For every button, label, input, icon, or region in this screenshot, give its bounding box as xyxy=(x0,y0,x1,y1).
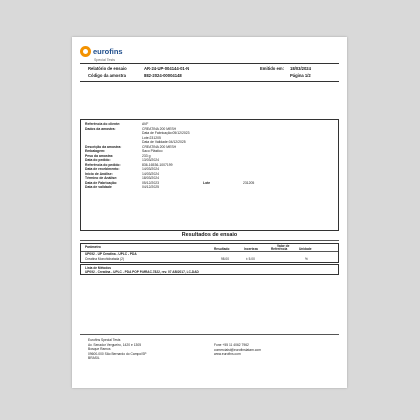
col-param: Parâmetro xyxy=(85,245,101,249)
result-unit: % xyxy=(305,256,308,261)
results-table xyxy=(80,243,339,263)
eurofins-logo-icon xyxy=(80,46,91,57)
footer-address: Eurofins Special Tests Av. Senador Vergueiro, 1420 e 1305 Bosque Ramos 09600-000 São Bernardo do Campo/SP BRASIL xyxy=(88,338,147,361)
lote-label: Lote xyxy=(203,180,211,185)
page-number: Página 1/2 xyxy=(290,73,311,78)
method-row: UP092 - UP Creatina - UPLC - PDA xyxy=(85,252,137,256)
col-result: Resultado xyxy=(214,247,230,251)
header-bottom-rule xyxy=(80,81,339,82)
sample-label: Código da amostra xyxy=(88,73,126,78)
methods-line: UP092 - Creatina - UPLC - PDA POP P.MRAC.7822, rev. 07 AB/2017, LC-DAD xyxy=(85,269,199,274)
result-uncert: ± 5.00 xyxy=(246,256,255,261)
results-title: Resultados de ensaio xyxy=(181,232,238,238)
col-ref: Referência xyxy=(271,247,288,251)
brand-name: eurofins xyxy=(93,46,123,56)
col-uncert: Incerteza xyxy=(244,247,258,251)
result-param: Creatina Monohidratada (2) xyxy=(85,256,124,261)
brand-subtitle: Special Tests xyxy=(94,58,116,62)
col-ref-top: Valor de xyxy=(277,244,290,248)
report-label: Relatório de ensaio xyxy=(88,66,127,71)
report-page xyxy=(72,37,347,388)
issued-date: 18/03/2024 xyxy=(290,66,311,71)
col-unit: Unidade xyxy=(299,247,312,251)
header-top-rule xyxy=(80,63,339,64)
methods-title: Lista de Métodos xyxy=(85,265,112,270)
issued-label: Emitido em: xyxy=(260,66,284,71)
report-number: AR-24-UP-004144-01-N xyxy=(144,66,190,71)
footer-contact: Fone +55 11 4062 7962 comercialst@eurofinslatam.com www.eurofins.com xyxy=(214,343,261,357)
methods-box xyxy=(80,264,339,275)
lote-value: 231205 xyxy=(243,180,255,185)
sample-details-box: Referência do cliente: AVF Dados da amostra: CREATINA 200 MESH Data de Fabricação:05/12/2023 Lote:231205 Data de Validade:04/12/2025 Descrição da amostra: CREATINA 200 MESH Embalagem: Saco Plástico Peso da amostra: 233 g Data do pedido: 13/03/2024 Referência do pedido: 836-16536-1007199 Data de recebimento: 14/03/2024 Início de Análise: 14/03/2024 Término de Análise: 18/03/2024 Data de Fabricação: 05/12/2023 Lote 231205 Data de validade 04/12/2025 xyxy=(80,119,339,231)
eurofins-logo xyxy=(80,46,123,57)
sample-code: 882-2024-00004148 xyxy=(144,73,182,78)
results-title-rule xyxy=(80,240,339,241)
result-value: 98.00 xyxy=(221,256,229,261)
footer-rule xyxy=(80,334,339,335)
